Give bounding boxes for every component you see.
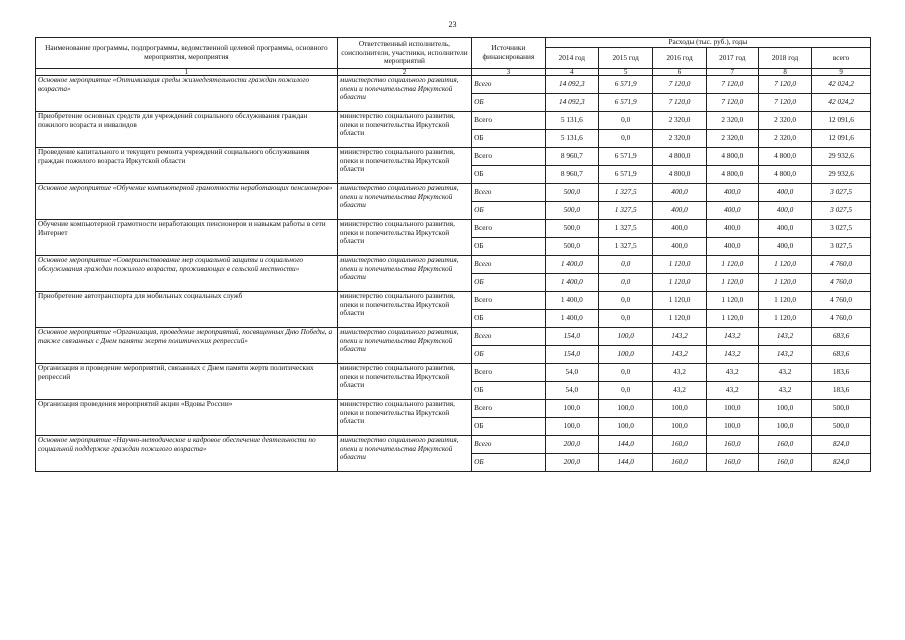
amount-cell: 1 400,0 — [545, 292, 598, 310]
header-expenses: Расходы (тыс. руб.), годы — [545, 38, 870, 48]
total-cell: 824,0 — [812, 454, 871, 472]
amount-cell: 143,2 — [758, 328, 811, 346]
amount-cell: 100,0 — [545, 400, 598, 418]
executor-cell: министерство социального развития, опеки и попечительства Иркутской области — [337, 184, 471, 220]
funding-source-cell: Всего — [472, 112, 546, 130]
total-cell: 3 027,5 — [812, 238, 871, 256]
amount-cell: 143,2 — [653, 328, 706, 346]
amount-cell: 7 120,0 — [706, 76, 758, 94]
activity-name: Организация и проведение мероприятий, связанных с Днем памяти жертв политических репрессий — [36, 364, 338, 400]
amount-cell: 2 320,0 — [653, 112, 706, 130]
amount-cell: 400,0 — [653, 238, 706, 256]
executor-cell: министерство социального развития, опеки и попечительства Иркутской области — [337, 256, 471, 292]
funding-source-cell: ОБ — [472, 382, 546, 400]
total-cell: 42 024,2 — [812, 94, 871, 112]
amount-cell: 1 120,0 — [706, 274, 758, 292]
main-activity-name: Основное мероприятие «Обучение компьютерной грамотности неработающих пенсионеров» — [36, 184, 338, 220]
amount-cell: 160,0 — [758, 436, 811, 454]
executor-cell: министерство социального развития, опеки и попечительства Иркутской области — [337, 292, 471, 328]
total-cell: 183,6 — [812, 382, 871, 400]
amount-cell: 100,0 — [598, 400, 652, 418]
table-row — [36, 364, 871, 382]
amount-cell: 43,2 — [706, 382, 758, 400]
amount-cell: 160,0 — [758, 454, 811, 472]
amount-cell: 1 327,5 — [598, 220, 652, 238]
amount-cell: 0,0 — [598, 364, 652, 382]
funding-source-cell: ОБ — [472, 454, 546, 472]
amount-cell: 54,0 — [545, 364, 598, 382]
amount-cell: 144,0 — [598, 436, 652, 454]
table-header — [36, 38, 871, 76]
table-row — [36, 148, 871, 166]
amount-cell: 0,0 — [598, 130, 652, 148]
column-index: 4 — [545, 69, 598, 76]
total-cell: 4 760,0 — [812, 292, 871, 310]
amount-cell: 1 120,0 — [758, 256, 811, 274]
funding-source-cell: ОБ — [472, 202, 546, 220]
amount-cell: 400,0 — [706, 202, 758, 220]
amount-cell: 160,0 — [706, 454, 758, 472]
column-index: 9 — [812, 69, 871, 76]
amount-cell: 400,0 — [758, 202, 811, 220]
amount-cell: 1 120,0 — [653, 310, 706, 328]
table-row — [36, 256, 871, 274]
amount-cell: 1 120,0 — [758, 310, 811, 328]
amount-cell: 400,0 — [706, 238, 758, 256]
table-body — [36, 76, 871, 472]
total-cell: 4 760,0 — [812, 310, 871, 328]
funding-source-cell: ОБ — [472, 130, 546, 148]
amount-cell: 400,0 — [758, 220, 811, 238]
funding-source-cell: ОБ — [472, 310, 546, 328]
header-executor: Ответственный исполнитель, соисполнители, участники, исполнители мероприятий — [337, 38, 471, 69]
funding-source-cell: Всего — [472, 400, 546, 418]
total-cell: 3 027,5 — [812, 220, 871, 238]
amount-cell: 6 571,9 — [598, 166, 652, 184]
amount-cell: 500,0 — [545, 184, 598, 202]
funding-source-cell: ОБ — [472, 346, 546, 364]
funding-source-cell: Всего — [472, 220, 546, 238]
executor-cell: министерство социального развития, опеки и попечительства Иркутской области — [337, 436, 471, 472]
amount-cell: 8 960,7 — [545, 148, 598, 166]
activity-name: Проведение капитального и текущего ремонта учреждений социального обслуживания граждан пожилого возраста Иркутской области — [36, 148, 338, 184]
amount-cell: 144,0 — [598, 454, 652, 472]
amount-cell: 100,0 — [653, 400, 706, 418]
activity-name: Приобретение основных средств для учреждений социального обслуживания граждан пожилого возраста и инвалидов — [36, 112, 338, 148]
amount-cell: 1 120,0 — [758, 292, 811, 310]
table-row — [36, 328, 871, 346]
total-cell: 3 027,5 — [812, 184, 871, 202]
funding-source-cell: Всего — [472, 364, 546, 382]
table-row — [36, 112, 871, 130]
amount-cell: 4 800,0 — [706, 148, 758, 166]
total-cell: 683,6 — [812, 346, 871, 364]
amount-cell: 7 120,0 — [758, 76, 811, 94]
page-number: 23 — [448, 20, 457, 29]
amount-cell: 1 400,0 — [545, 274, 598, 292]
funding-source-cell: Всего — [472, 184, 546, 202]
amount-cell: 43,2 — [758, 364, 811, 382]
amount-cell: 0,0 — [598, 112, 652, 130]
table-row — [36, 400, 871, 418]
main-activity-name: Основное мероприятие «Организация, проведение мероприятий, посвященных Дню Победы, а также связанных с Днем памяти жертв политических репрессий» — [36, 328, 338, 364]
amount-cell: 1 120,0 — [653, 274, 706, 292]
activity-name: Организация проведения мероприятий акции «Вдовы России» — [36, 400, 338, 436]
amount-cell: 1 120,0 — [653, 256, 706, 274]
amount-cell: 43,2 — [653, 382, 706, 400]
amount-cell: 100,0 — [706, 418, 758, 436]
amount-cell: 2 320,0 — [758, 112, 811, 130]
header-year-2016: 2016 год — [653, 47, 706, 68]
amount-cell: 100,0 — [598, 328, 652, 346]
funding-source-cell: Всего — [472, 328, 546, 346]
amount-cell: 1 400,0 — [545, 256, 598, 274]
column-index: 8 — [758, 69, 811, 76]
main-activity-name: Основное мероприятие «Научно-методическое и кадровое обеспечение деятельности по социальной поддержке граждан пожилого возраста» — [36, 436, 338, 472]
total-cell: 3 027,5 — [812, 202, 871, 220]
funding-source-cell: Всего — [472, 148, 546, 166]
amount-cell: 14 092,3 — [545, 94, 598, 112]
amount-cell: 100,0 — [653, 418, 706, 436]
amount-cell: 500,0 — [545, 202, 598, 220]
main-activity-name: Основное мероприятие «Совершенствование мер социальной защиты и социального обслуживания граждан пожилого возраста, проживающих в сельской местности» — [36, 256, 338, 292]
funding-source-cell: Всего — [472, 292, 546, 310]
amount-cell: 2 320,0 — [706, 112, 758, 130]
amount-cell: 43,2 — [706, 364, 758, 382]
amount-cell: 400,0 — [758, 184, 811, 202]
total-cell: 12 091,6 — [812, 130, 871, 148]
funding-source-cell: Всего — [472, 436, 546, 454]
executor-cell: министерство социального развития, опеки и попечительства Иркутской области — [337, 364, 471, 400]
total-cell: 4 760,0 — [812, 274, 871, 292]
amount-cell: 0,0 — [598, 292, 652, 310]
amount-cell: 8 960,7 — [545, 166, 598, 184]
table-row — [36, 292, 871, 310]
funding-source-cell: ОБ — [472, 238, 546, 256]
amount-cell: 400,0 — [653, 220, 706, 238]
amount-cell: 43,2 — [653, 364, 706, 382]
amount-cell: 2 320,0 — [706, 130, 758, 148]
executor-cell: министерство социального развития, опеки и попечительства Иркутской области — [337, 112, 471, 148]
amount-cell: 6 571,9 — [598, 76, 652, 94]
executor-cell: министерство социального развития, опеки и попечительства Иркутской области — [337, 328, 471, 364]
header-year-2015: 2015 год — [598, 47, 652, 68]
amount-cell: 4 800,0 — [758, 148, 811, 166]
amount-cell: 1 327,5 — [598, 238, 652, 256]
funding-source-cell: ОБ — [472, 418, 546, 436]
executor-cell: министерство социального развития, опеки и попечительства Иркутской области — [337, 76, 471, 112]
amount-cell: 100,0 — [598, 346, 652, 364]
total-cell: 29 932,6 — [812, 166, 871, 184]
amount-cell: 2 320,0 — [653, 130, 706, 148]
amount-cell: 0,0 — [598, 382, 652, 400]
header-name: Наименование программы, подпрограммы, ведомственной целевой программы, основного мероприятия, мероприятия — [36, 38, 338, 69]
amount-cell: 1 327,5 — [598, 184, 652, 202]
column-index: 3 — [472, 69, 546, 76]
amount-cell: 500,0 — [545, 238, 598, 256]
amount-cell: 100,0 — [598, 418, 652, 436]
funding-source-cell: Всего — [472, 76, 546, 94]
amount-cell: 4 800,0 — [653, 166, 706, 184]
amount-cell: 154,0 — [545, 346, 598, 364]
column-index: 2 — [337, 69, 471, 76]
main-activity-name: Основное мероприятие «Оптимизация среды жизнедеятельности граждан пожилого возраста» — [36, 76, 338, 112]
amount-cell: 0,0 — [598, 274, 652, 292]
amount-cell: 154,0 — [545, 328, 598, 346]
amount-cell: 1 120,0 — [758, 274, 811, 292]
column-index: 6 — [653, 69, 706, 76]
amount-cell: 400,0 — [706, 220, 758, 238]
amount-cell: 100,0 — [545, 418, 598, 436]
amount-cell: 1 120,0 — [706, 292, 758, 310]
amount-cell: 7 120,0 — [758, 94, 811, 112]
total-cell: 183,6 — [812, 364, 871, 382]
amount-cell: 400,0 — [653, 184, 706, 202]
amount-cell: 14 092,3 — [545, 76, 598, 94]
executor-cell: министерство социального развития, опеки и попечительства Иркутской области — [337, 220, 471, 256]
activity-name: Приобретение автотранспорта для мобильных социальных служб — [36, 292, 338, 328]
amount-cell: 1 120,0 — [706, 256, 758, 274]
funding-source-cell: ОБ — [472, 166, 546, 184]
amount-cell: 500,0 — [545, 220, 598, 238]
amount-cell: 7 120,0 — [653, 94, 706, 112]
total-cell: 12 091,6 — [812, 112, 871, 130]
amount-cell: 160,0 — [653, 436, 706, 454]
total-cell: 500,0 — [812, 418, 871, 436]
amount-cell: 0,0 — [598, 256, 652, 274]
funding-source-cell: ОБ — [472, 274, 546, 292]
amount-cell: 5 131,6 — [545, 112, 598, 130]
amount-cell: 200,0 — [545, 454, 598, 472]
header-year-2018: 2018 год — [758, 47, 811, 68]
amount-cell: 1 327,5 — [598, 202, 652, 220]
amount-cell: 4 800,0 — [653, 148, 706, 166]
amount-cell: 1 120,0 — [653, 292, 706, 310]
header-year-2017: 2017 год — [706, 47, 758, 68]
executor-cell: министерство социального развития, опеки и попечительства Иркутской области — [337, 148, 471, 184]
budget-table — [35, 37, 871, 472]
funding-source-cell: ОБ — [472, 94, 546, 112]
amount-cell: 43,2 — [758, 382, 811, 400]
amount-cell: 200,0 — [545, 436, 598, 454]
table-row — [36, 184, 871, 202]
column-index: 5 — [598, 69, 652, 76]
header-year-2014: 2014 год — [545, 47, 598, 68]
total-cell: 42 024,2 — [812, 76, 871, 94]
header-total: всего — [812, 47, 871, 68]
amount-cell: 400,0 — [706, 184, 758, 202]
amount-cell: 6 571,9 — [598, 94, 652, 112]
total-cell: 29 932,6 — [812, 148, 871, 166]
amount-cell: 7 120,0 — [706, 94, 758, 112]
executor-cell: министерство социального развития, опеки и попечительства Иркутской области — [337, 400, 471, 436]
table-row — [36, 436, 871, 454]
total-cell: 500,0 — [812, 400, 871, 418]
amount-cell: 0,0 — [598, 310, 652, 328]
column-index: 7 — [706, 69, 758, 76]
amount-cell: 1 400,0 — [545, 310, 598, 328]
activity-name: Обучение компьютерной грамотности неработающих пенсионеров и навыкам работы в сети Интернет — [36, 220, 338, 256]
amount-cell: 4 800,0 — [758, 166, 811, 184]
table-row — [36, 220, 871, 238]
amount-cell: 100,0 — [758, 418, 811, 436]
total-cell: 824,0 — [812, 436, 871, 454]
amount-cell: 160,0 — [706, 436, 758, 454]
amount-cell: 100,0 — [758, 400, 811, 418]
amount-cell: 7 120,0 — [653, 76, 706, 94]
amount-cell: 143,2 — [706, 328, 758, 346]
amount-cell: 400,0 — [653, 202, 706, 220]
amount-cell: 143,2 — [653, 346, 706, 364]
amount-cell: 2 320,0 — [758, 130, 811, 148]
header-source: Источники финансирования — [472, 38, 546, 69]
column-index-row — [36, 69, 871, 76]
table-row — [36, 76, 871, 94]
total-cell: 683,6 — [812, 328, 871, 346]
amount-cell: 54,0 — [545, 382, 598, 400]
funding-source-cell: Всего — [472, 256, 546, 274]
amount-cell: 160,0 — [653, 454, 706, 472]
total-cell: 4 760,0 — [812, 256, 871, 274]
amount-cell: 100,0 — [706, 400, 758, 418]
column-index: 1 — [36, 69, 338, 76]
amount-cell: 143,2 — [706, 346, 758, 364]
amount-cell: 143,2 — [758, 346, 811, 364]
amount-cell: 6 571,9 — [598, 148, 652, 166]
amount-cell: 400,0 — [758, 238, 811, 256]
amount-cell: 5 131,6 — [545, 130, 598, 148]
amount-cell: 4 800,0 — [706, 166, 758, 184]
amount-cell: 1 120,0 — [706, 310, 758, 328]
